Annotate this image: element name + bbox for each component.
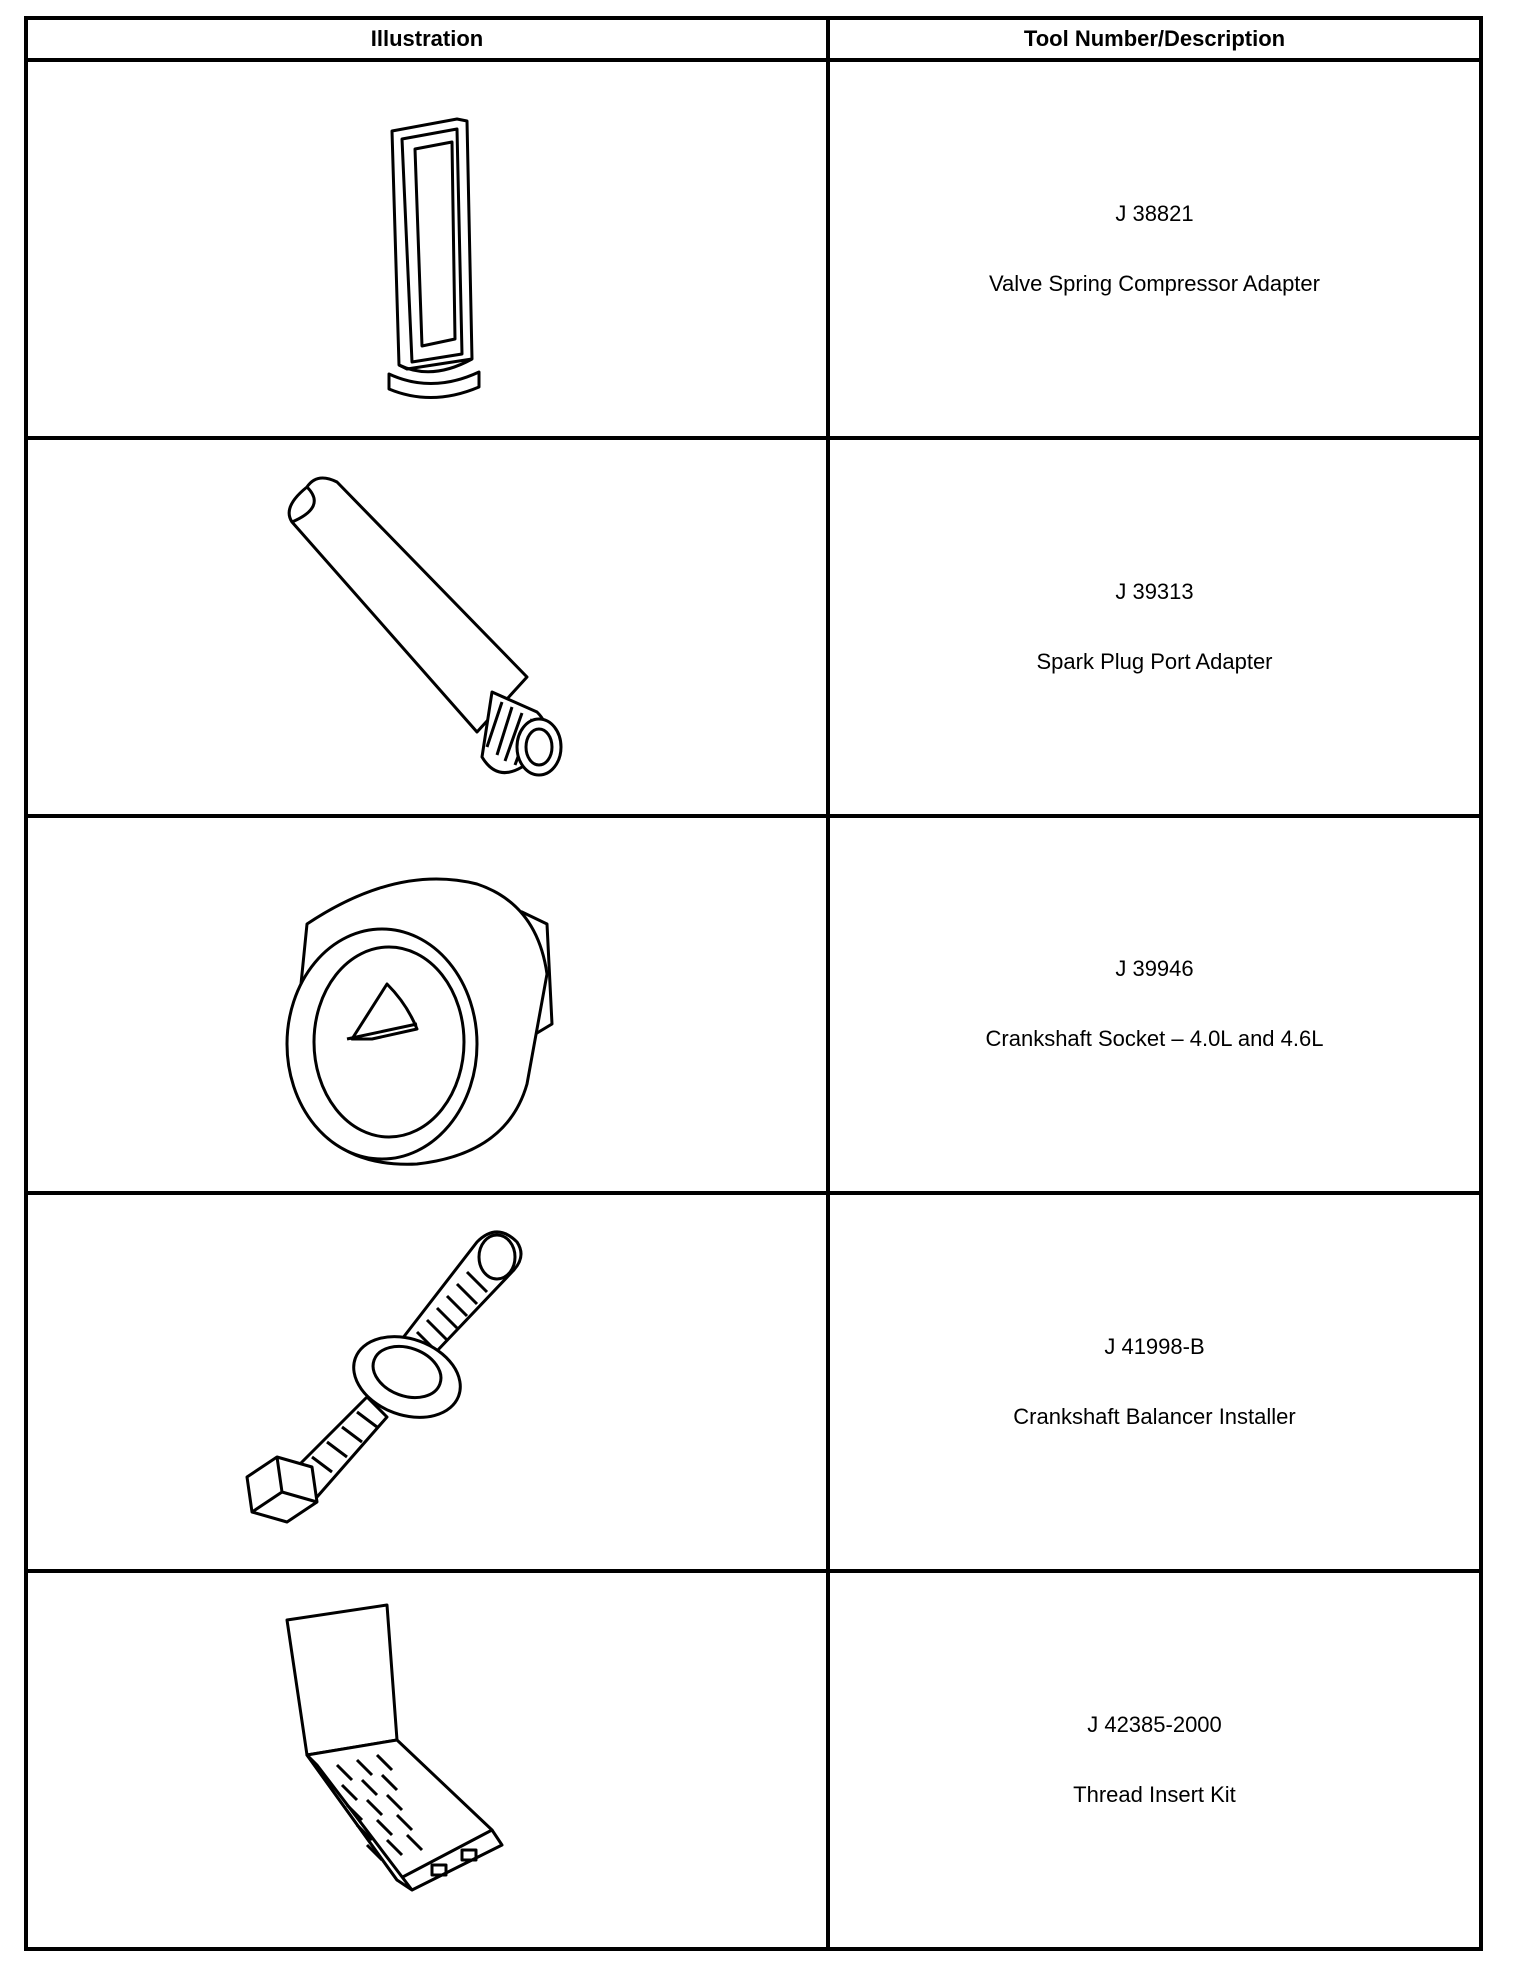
description-cell xyxy=(830,1573,1479,1947)
crankshaft-balancer-installer-icon xyxy=(167,1202,687,1562)
table-row xyxy=(28,62,1479,440)
table-row xyxy=(28,1573,1479,1947)
description-cell xyxy=(830,1195,1479,1569)
thread-insert-kit-icon xyxy=(167,1580,687,1940)
table-row xyxy=(28,440,1479,818)
tool-number: J 38821 xyxy=(1115,200,1194,226)
special-tools-table xyxy=(24,16,1483,1951)
tool-description: Thread Insert Kit xyxy=(1073,1782,1236,1808)
table-row xyxy=(28,1195,1479,1573)
illustration-cell xyxy=(28,62,830,436)
crankshaft-socket-icon xyxy=(167,824,687,1184)
table-header-row xyxy=(28,20,1479,62)
tool-number: J 41998-B xyxy=(1104,1334,1205,1360)
tool-number: J 39313 xyxy=(1115,578,1194,604)
tool-description: Valve Spring Compressor Adapter xyxy=(989,270,1320,296)
illustration-cell xyxy=(28,1195,830,1569)
spark-plug-port-adapter-icon xyxy=(167,447,687,807)
header-tool-number-description: Tool Number/Description xyxy=(1023,26,1286,51)
header-illustration: Illustration xyxy=(28,20,830,58)
tool-description: Spark Plug Port Adapter xyxy=(1036,648,1273,674)
illustration-cell xyxy=(28,440,830,814)
description-cell xyxy=(830,818,1479,1192)
illustration-cell xyxy=(28,1573,830,1947)
illustration-cell xyxy=(28,818,830,1192)
description-cell xyxy=(830,440,1479,814)
valve-spring-compressor-adapter-icon xyxy=(167,69,687,429)
description-cell xyxy=(830,62,1479,436)
tool-description: Crankshaft Balancer Installer xyxy=(1013,1404,1296,1430)
tool-number: J 42385-2000 xyxy=(1087,1712,1222,1738)
table-row xyxy=(28,818,1479,1196)
tool-description: Crankshaft Socket – 4.0L and 4.6L xyxy=(985,1026,1324,1052)
tool-number: J 39946 xyxy=(1115,956,1194,982)
